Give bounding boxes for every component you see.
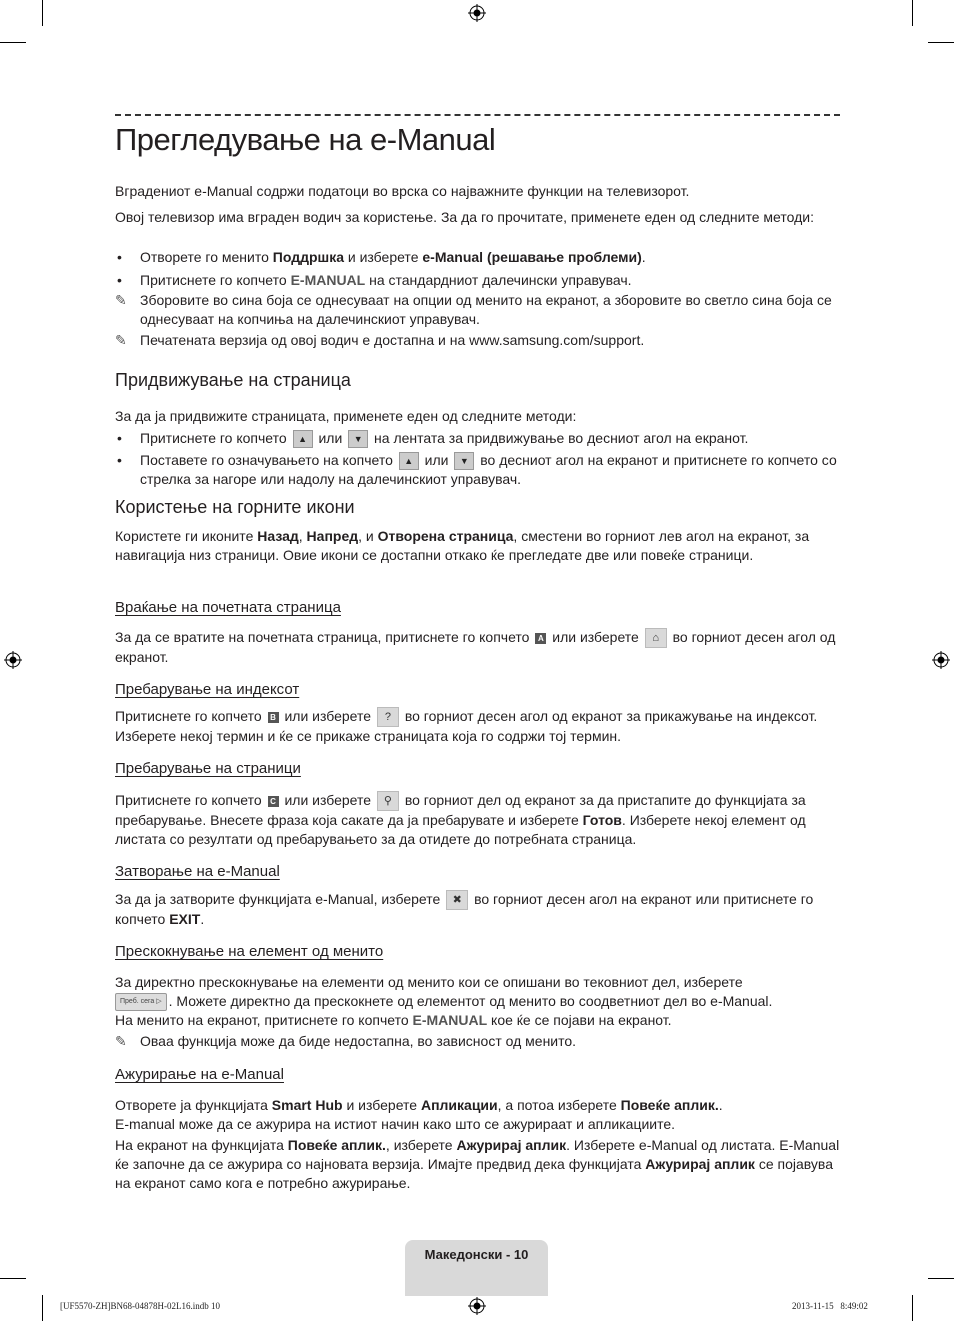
registration-mark-icon <box>468 1297 486 1315</box>
scroll-up-icon: ▲ <box>293 430 313 448</box>
registration-mark-icon <box>4 651 22 669</box>
intro-note-1: Зборовите во сина боја се однесуваат на опции од менито на екранот, а зборовите во светло сина боја се однесуваат на копчиња на далечинскиот управувач. <box>140 292 832 327</box>
intro-bullet-2: Притиснете го копчето E-MANUAL на стандардниот далечински управувач. <box>140 272 632 288</box>
note-pencil-icon: ✎ <box>115 292 127 308</box>
title-dashed-rule <box>115 114 840 116</box>
note-pencil-icon: ✎ <box>115 332 127 348</box>
scroll-down-icon: ▼ <box>348 430 368 448</box>
crop-mark <box>928 42 954 43</box>
key-a-icon: A <box>535 633 546 644</box>
intro-paragraph-2: Овој телевизор има вграден водич за користење. За да го прочитате, применете еден од следните методи: <box>115 209 814 225</box>
index-paragraph: Притиснете го копчето B или изберете ? во горниот десен агол од екранот за прикажување на индексот. Изберете некој термин и ќе се прикаже страницата која го содржи тој термин. <box>115 708 818 745</box>
search-icon: ⚲ <box>377 791 399 811</box>
section-heading-move: Придвижување на страница <box>115 370 351 390</box>
skip-note: Оваа функција може да биде недостапна, во зависност од менито. <box>140 1033 577 1049</box>
bullet-icon: • <box>117 430 122 446</box>
update-paragraph-1: Отворете ја функцијата Smart Hub и изберете Апликации, а потоа изберете Повеќе аплик.. E-manual може да се ажурира на истиот начин како што се ажурираат и апликациите. <box>115 1097 723 1132</box>
subheading-index: Пребарување на индексот <box>115 681 300 698</box>
crop-mark <box>928 1278 954 1279</box>
bullet-icon: • <box>117 272 122 288</box>
intro-bullet-1: Отворете го менито Поддршка и изберете e-Manual (решавање проблеми). <box>140 249 646 265</box>
bullet-icon: • <box>117 249 122 265</box>
home-paragraph: За да се вратите на почетната страница, притиснете го копчето A или изберете ⌂ во горниот десен агол од екранот. <box>115 629 836 666</box>
move-bullet-1: Притиснете го копчето ▲ или ▼ на лентата за придвижување во десниот агол на екранот. <box>140 429 840 448</box>
subheading-home: Враќање на почетната страница <box>115 599 341 616</box>
scroll-down-icon: ▼ <box>454 452 474 470</box>
crop-mark <box>42 0 43 26</box>
intro-note-2: Печатената верзија од овој водич е достапна и на www.samsung.com/support. <box>140 332 645 348</box>
crop-mark <box>42 1295 43 1321</box>
crop-mark <box>912 1295 913 1321</box>
subheading-update: Ажурирање на e-Manual <box>115 1066 284 1083</box>
close-icon: ✖ <box>446 890 468 910</box>
bullet-icon: • <box>117 452 122 468</box>
index-icon: ? <box>377 707 399 727</box>
skip-paragraph: За директно прескокнување на елементи од менито кои се опишани во тековниот дел, изберете Преб. сега ▷ . Можете директно да прескокнете од елементот од менито во соодветниот дел во e-Manual. На менито на екранот, притиснете го копчето E-MANUAL кое ќе се појави на екранот. <box>115 974 773 1029</box>
skip-now-button: Преб. сега ▷ <box>115 993 167 1011</box>
intro-paragraph: Вградениот e-Manual содржи податоци во врска со најважните функции на телевизорот. <box>115 183 690 199</box>
footer-timestamp: 2013-11-15 8:49:02 <box>792 1301 868 1311</box>
key-b-icon: B <box>268 712 279 723</box>
crop-mark <box>0 42 26 43</box>
registration-mark-icon <box>468 4 486 22</box>
search-paragraph: Притиснете го копчето C или изберете ⚲ во горниот дел од екранот за да пристапите до функцијата за пребарување. Внесете фраза која сакате да ја пребарувате и изберете Готов. Изберете некој елемент од листата со резултати од пребарувањето за да отидете до потребната страница. <box>115 792 806 848</box>
registration-mark-icon <box>932 651 950 669</box>
move-paragraph: За да ја придвижите страницата, применете еден од следните методи: <box>115 408 577 424</box>
subheading-skip: Прескокнување на елемент од менито <box>115 943 384 960</box>
subheading-close: Затворање на e-Manual <box>115 863 280 880</box>
crop-mark <box>912 0 913 26</box>
section-heading-icons: Користење на горните икони <box>115 497 355 517</box>
move-bullet-2: Поставете го означувањето на копчето ▲ или ▼ во десниот агол на екранот и притиснете го копчето со стрелка за нагоре или надолу на далечинскиот управувач. <box>140 452 837 488</box>
page-title: Прегледување на e-Manual <box>115 122 496 157</box>
page-number-label: Македонски - 10 <box>424 1247 529 1262</box>
crop-mark <box>0 1278 26 1279</box>
home-icon: ⌂ <box>645 628 667 648</box>
close-paragraph: За да ја затворите функцијата e-Manual, изберете ✖ во горниот десен агол на екранот или притиснете го копчето EXIT. <box>115 891 814 928</box>
note-pencil-icon: ✎ <box>115 1033 127 1049</box>
scroll-up-icon: ▲ <box>399 452 419 470</box>
footer-file-info: [UF5570-ZH]BN68-04878H-02L16.indb 10 <box>60 1301 220 1311</box>
update-paragraph-2: На екранот на функцијата Повеќе аплик., изберете Ажурирај аплик. Изберете e-Manual од листата. E-Manual ќе започне да се ажурира со најновата верзија. Имајте предвид дека функцијата Ажурирај аплик се појавува на екранот само кога е потребно ажурирање. <box>115 1137 840 1191</box>
key-c-icon: C <box>268 796 279 807</box>
icons-paragraph: Користете ги иконите Назад, Напред, и Отворена страница, сместени во горниот лев агол на екранот, за навигација низ страници. Овие икони се достапни откако ќе прегледате две или повеќе страници. <box>115 528 810 563</box>
subheading-search: Пребарување на страници <box>115 760 301 777</box>
